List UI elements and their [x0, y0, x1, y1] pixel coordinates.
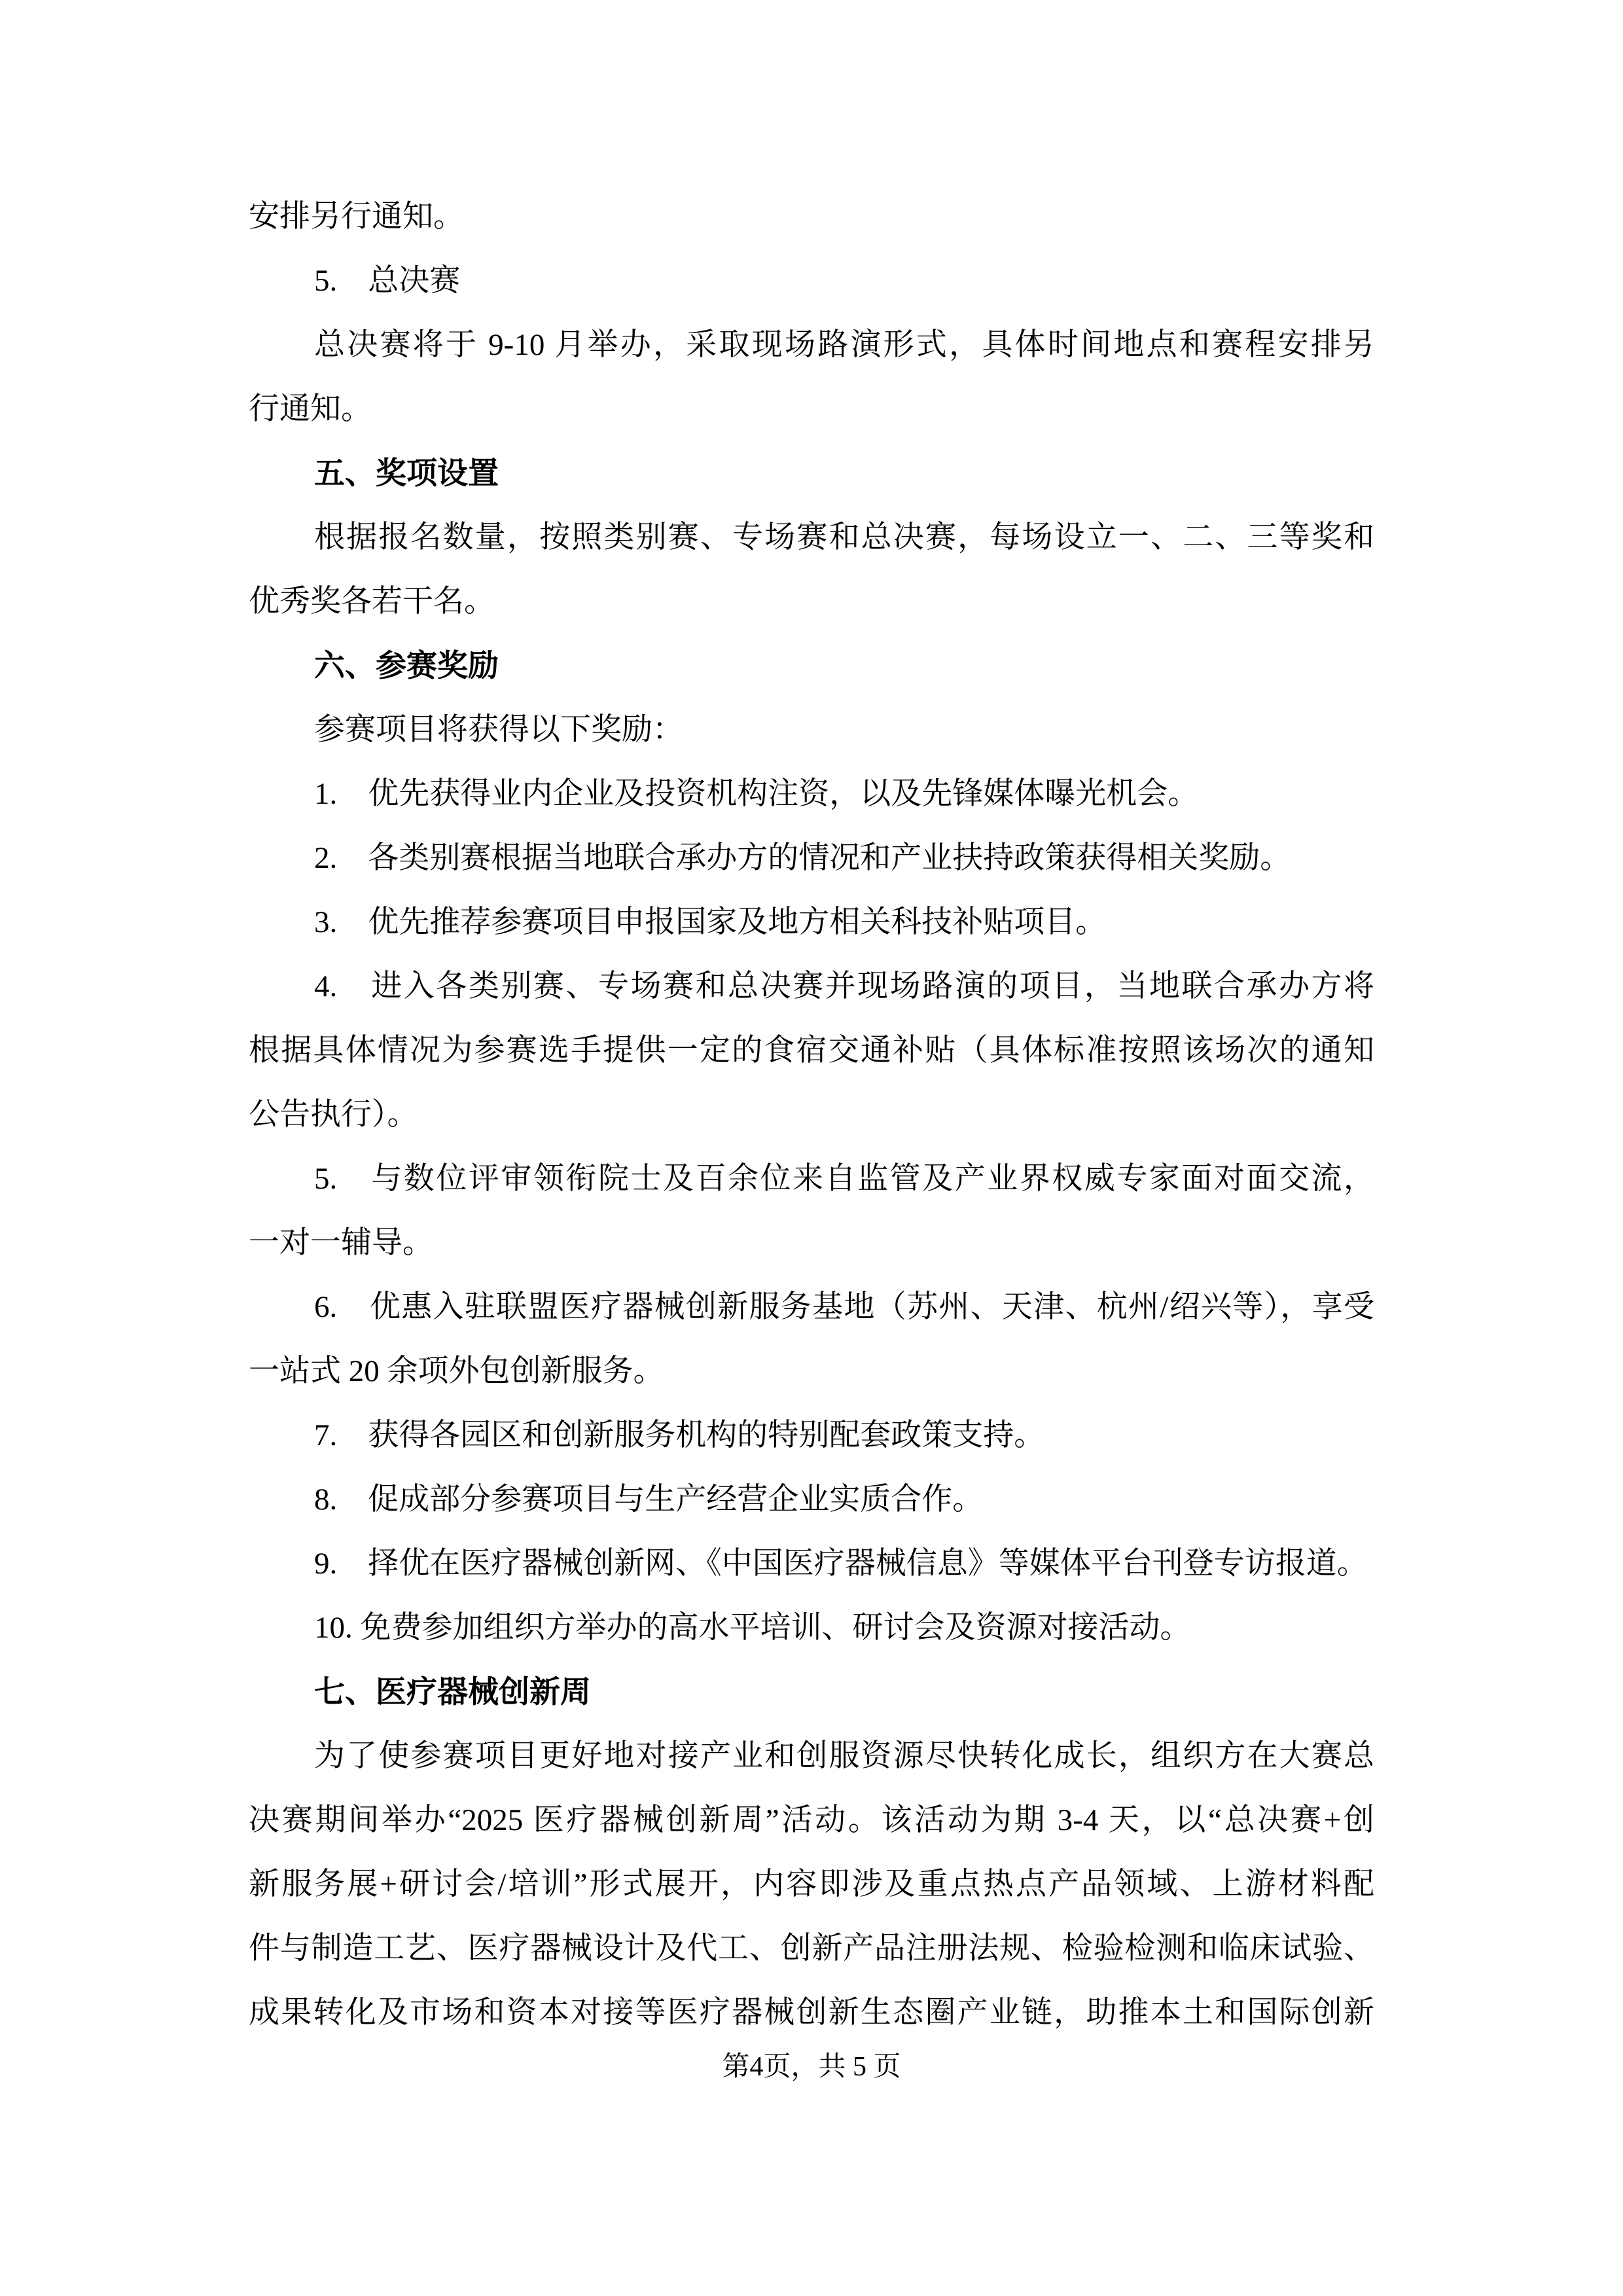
text-line: 一站式 20 余项外包创新服务。: [249, 1354, 664, 1388]
text-line: 8. 促成部分参赛项目与生产经营企业实质合作。: [314, 1482, 984, 1516]
text-line: 成果转化及市场和资本对接等医疗器械创新生态圈产业链，助推本土和国际创新: [249, 1996, 1374, 2030]
text-line: 10. 免费参加组织方举办的高水平培训、研讨会及资源对接活动。: [314, 1611, 1191, 1645]
text-line: 决赛期间举办“2025 医疗器械创新周”活动。该活动为期 3-4 天，以“总决赛+创: [249, 1803, 1374, 1837]
text-line: 行通知。: [249, 392, 372, 426]
text-line: 新服务展+研讨会/培训”形式展开，内容即涉及重点热点产品领域、上游材料配: [249, 1867, 1374, 1901]
section-heading: 六、参赛奖励: [314, 648, 499, 683]
text-line: 3. 优先推荐参赛项目申报国家及地方相关科技补贴项目。: [314, 905, 1107, 939]
text-line: 公告执行）。: [249, 1098, 418, 1132]
page-body: [249, 185, 1374, 2045]
text-line: 根据具体情况为参赛选手提供一定的食宿交通补贴（具体标准按照该场次的通知: [249, 1033, 1374, 1067]
text-line: 安排另行通知。: [249, 200, 464, 234]
text-line: 7. 获得各园区和创新服务机构的特别配套政策支持。: [314, 1418, 1045, 1452]
section-heading: 五、奖项设置: [314, 456, 499, 490]
text-line: 5. 总决赛: [314, 264, 461, 298]
text-line: 1. 优先获得业内企业及投资机构注资，以及先锋媒体曝光机会。: [314, 777, 1199, 811]
footer-page-number: 第4页，共 5 页: [722, 2052, 901, 2082]
text-line: 5. 与数位评审领衔院士及百余位来自监管及产业界权威专家面对面交流，: [314, 1162, 1374, 1196]
text-line: 2. 各类别赛根据当地联合承办方的情况和产业扶持政策获得相关奖励。: [314, 841, 1291, 875]
text-line: 根据报名数量，按照类别赛、专场赛和总决赛，每场设立一、二、三等奖和: [314, 520, 1374, 554]
text-line: 为了使参赛项目更好地对接产业和创服资源尽快转化成长，组织方在大赛总: [314, 1739, 1374, 1773]
text-line: 9. 择优在医疗器械创新网、《中国医疗器械信息》等媒体平台刊登专访报道。: [314, 1547, 1368, 1581]
text-line: 一对一辅导。: [249, 1226, 433, 1260]
text-line: 参赛项目将获得以下奖励：: [314, 713, 683, 747]
text-line: 6. 优惠入驻联盟医疗器械创新服务基地（苏州、天津、杭州/绍兴等），享受: [314, 1290, 1374, 1324]
text-line: 4. 进入各类别赛、专场赛和总决赛并现场路演的项目，当地联合承办方将: [314, 969, 1374, 1003]
text-line: 件与制造工艺、医疗器械设计及代工、创新产品注册法规、检验检测和临床试验、: [249, 1931, 1374, 1965]
section-heading: 七、医疗器械创新周: [314, 1674, 591, 1709]
text-line: 优秀奖各若干名。: [249, 584, 495, 619]
text-line: 总决赛将于 9-10 月举办，采取现场路演形式，具体时间地点和赛程安排另: [314, 328, 1374, 362]
